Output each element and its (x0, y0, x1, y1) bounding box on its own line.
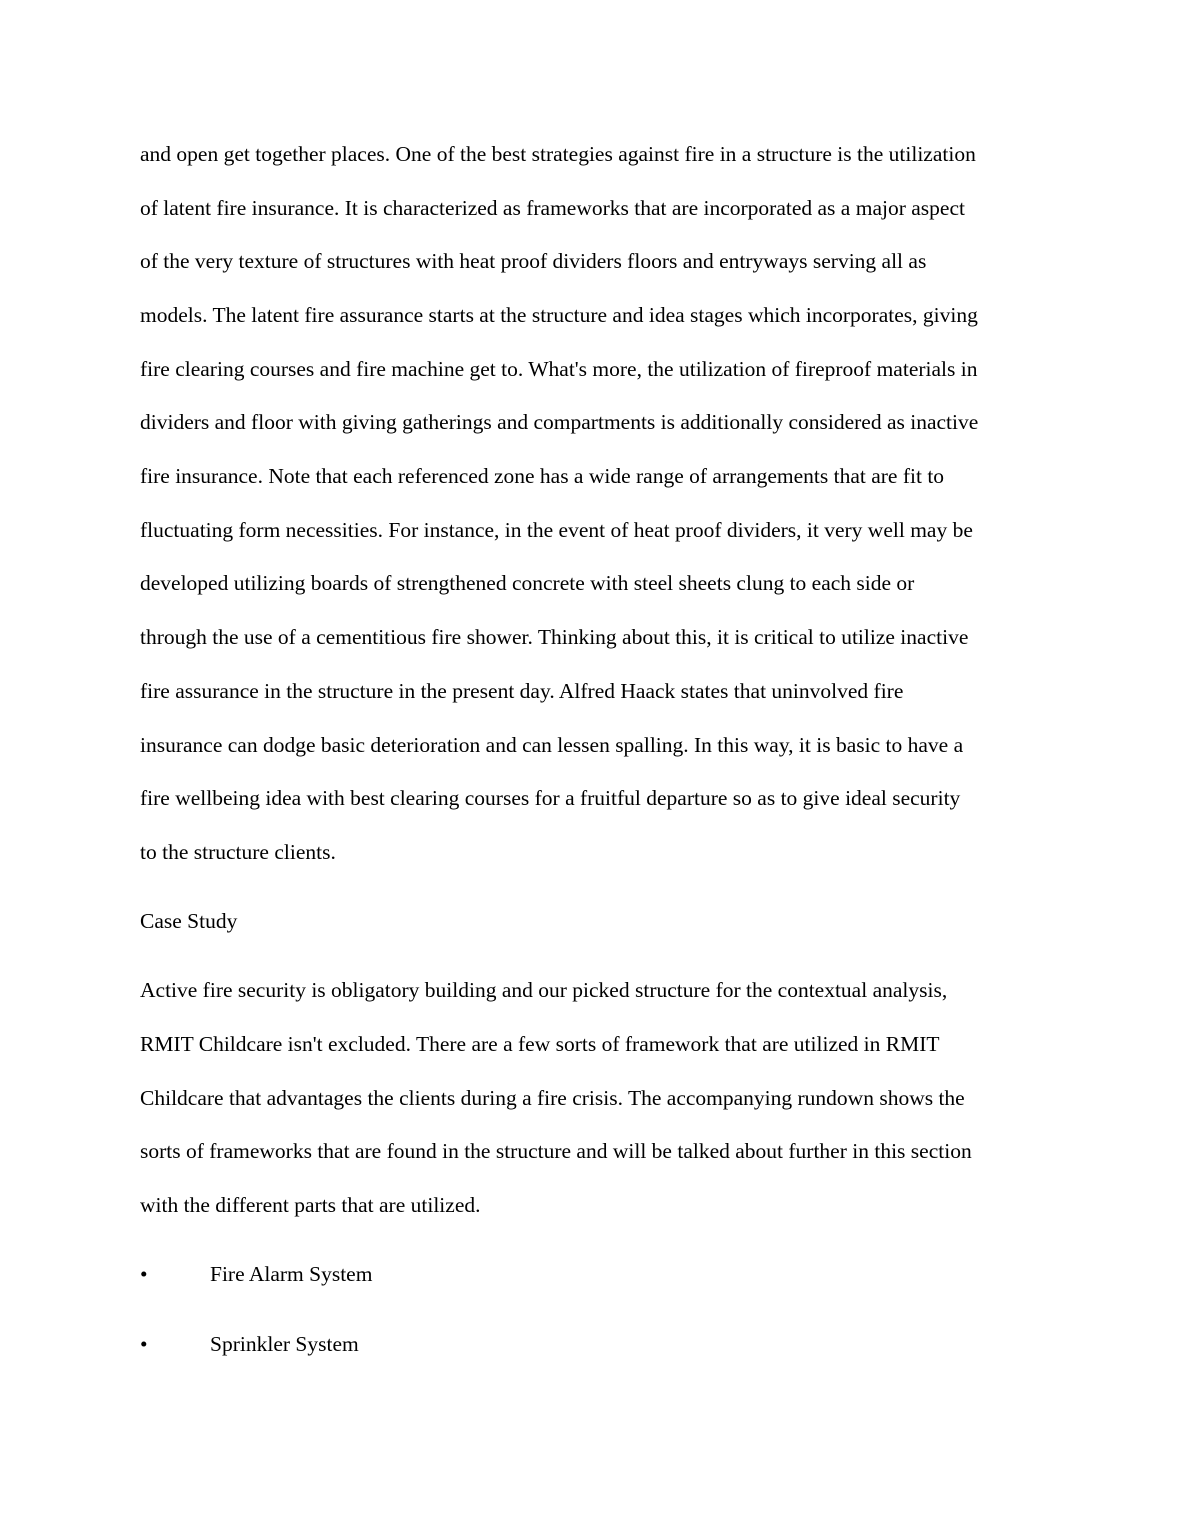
paragraph-1-line: insurance can dodge basic deterioration and can lessen spalling. In this way, it is basic to have a (140, 733, 964, 757)
paragraph-1-line: fire assurance in the structure in the present day. Alfred Haack states that uninvolved fire (140, 679, 904, 703)
paragraph-1-line: fluctuating form necessities. For instance, in the event of heat proof dividers, it very well may be (140, 518, 973, 542)
paragraph-2-line: RMIT Childcare isn't excluded. There are a few sorts of framework that are utilized in RMIT (140, 1032, 940, 1056)
paragraph-1-line: of latent fire insurance. It is characterized as frameworks that are incorporated as a major aspect (140, 196, 965, 220)
paragraph-2-line: Active fire security is obligatory building and our picked structure for the contextual analysis, (140, 978, 948, 1002)
paragraph-1-line: dividers and floor with giving gatherings and compartments is additionally considered as inactive (140, 410, 979, 434)
paragraph-1-line: models. The latent fire assurance starts at the structure and idea stages which incorporates, giving (140, 303, 978, 327)
paragraph-1-line: through the use of a cementitious fire shower. Thinking about this, it is critical to utilize inactive (140, 625, 969, 649)
paragraph-1-line: of the very texture of structures with heat proof dividers floors and entryways serving all as (140, 249, 927, 273)
paragraph-2-line: Childcare that advantages the clients during a fire crisis. The accompanying rundown shows the (140, 1086, 965, 1110)
bullet-item-sprinkler-system: Sprinkler System (210, 1332, 359, 1356)
bullet-marker: • (140, 1332, 148, 1356)
section-heading: Case Study (140, 909, 238, 933)
bullet-item-fire-alarm-system: Fire Alarm System (210, 1262, 373, 1286)
paragraph-2-line: sorts of frameworks that are found in the structure and will be talked about further in this section (140, 1139, 972, 1163)
paragraph-1-line: developed utilizing boards of strengthened concrete with steel sheets clung to each side or (140, 571, 915, 595)
paragraph-1-line: fire insurance. Note that each referenced zone has a wide range of arrangements that are fit to (140, 464, 945, 488)
paragraph-1-line: to the structure clients. (140, 840, 336, 864)
paragraph-1-line: fire clearing courses and fire machine get to. What's more, the utilization of fireproof materials in (140, 357, 978, 381)
paragraph-2-line: with the different parts that are utilized. (140, 1193, 481, 1217)
bullet-marker: • (140, 1262, 148, 1286)
paragraph-1-line: fire wellbeing idea with best clearing courses for a fruitful departure so as to give ideal security (140, 786, 961, 810)
paragraph-1-line: and open get together places. One of the best strategies against fire in a structure is the utilization (140, 142, 976, 166)
